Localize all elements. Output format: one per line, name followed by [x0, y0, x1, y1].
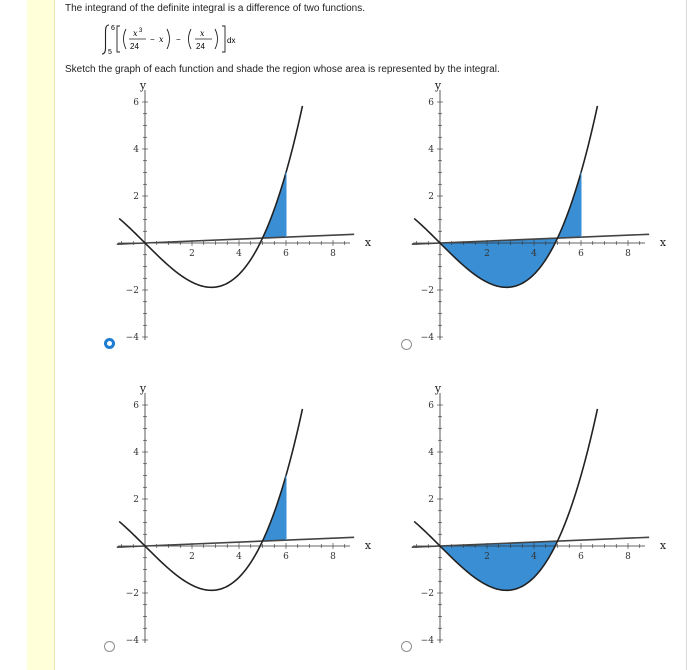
y-tick-label: 4	[428, 145, 434, 155]
y-axis-label: y	[434, 382, 442, 395]
svg-text:x: x	[133, 29, 138, 38]
left-bracket	[117, 26, 120, 52]
svg-text:dx: dx	[227, 36, 236, 45]
right-paren-2	[215, 29, 218, 49]
left-paren-2	[189, 29, 192, 49]
radio-option-b[interactable]	[401, 339, 412, 350]
shaded-region	[440, 173, 581, 288]
y-tick-label: −4	[420, 333, 434, 343]
x-tick-label: 6	[578, 552, 584, 562]
x-tick-label: 8	[625, 552, 631, 562]
y-tick-label: −4	[125, 636, 139, 646]
x-tick-label: 8	[330, 249, 336, 259]
graph-svg	[395, 382, 667, 648]
cubic-function	[119, 409, 302, 590]
y-tick-label: 4	[133, 448, 139, 458]
x-tick-label: 8	[330, 552, 336, 562]
y-tick-label: −2	[125, 286, 139, 296]
y-tick-label: 4	[133, 145, 139, 155]
y-tick-label: 6	[133, 401, 139, 411]
x-tick-label: 4	[531, 552, 537, 562]
integral-expression	[100, 22, 250, 56]
x-axis-label: x	[659, 236, 667, 249]
graph-option-a[interactable]	[100, 79, 372, 345]
y-tick-label: 2	[428, 495, 434, 505]
left-paren-1	[124, 29, 127, 49]
graph-svg	[100, 79, 372, 345]
graph-option-d[interactable]	[395, 382, 667, 648]
graph-svg	[100, 382, 372, 648]
y-tick-label: −4	[125, 333, 139, 343]
x-tick-label: 4	[236, 249, 242, 259]
radio-option-c[interactable]	[104, 641, 115, 652]
right-divider	[686, 0, 687, 670]
x-tick-label: 2	[189, 552, 195, 562]
graph-svg	[395, 79, 667, 345]
x-tick-label: 4	[531, 249, 537, 259]
y-axis-label: y	[434, 79, 442, 92]
y-tick-label: −2	[420, 589, 434, 599]
right-paren-1	[167, 29, 170, 49]
right-bracket	[222, 26, 225, 52]
shaded-region	[440, 541, 558, 590]
x-tick-label: 4	[236, 552, 242, 562]
y-axis-label: y	[139, 79, 147, 92]
x-axis-label: x	[364, 539, 372, 552]
svg-text:x: x	[159, 35, 164, 44]
left-margin-strip	[27, 0, 55, 670]
y-tick-label: 4	[428, 448, 434, 458]
graph-option-c[interactable]	[100, 382, 372, 648]
svg-text:x: x	[200, 29, 205, 38]
x-axis-label: x	[659, 539, 667, 552]
x-tick-label: 6	[283, 249, 289, 259]
y-tick-label: 2	[133, 192, 139, 202]
svg-text:3: 3	[139, 28, 143, 34]
y-tick-label: 2	[133, 495, 139, 505]
y-axis-label: y	[139, 382, 147, 395]
radio-option-d[interactable]	[401, 641, 412, 652]
svg-text:−: −	[150, 35, 155, 44]
graph-option-b[interactable]	[395, 79, 667, 345]
svg-text:24: 24	[130, 42, 139, 51]
y-tick-label: 6	[428, 401, 434, 411]
svg-text:−: −	[176, 35, 181, 44]
y-tick-label: 6	[133, 98, 139, 108]
integral-upper-limit: 6	[111, 25, 115, 32]
y-tick-label: 6	[428, 98, 434, 108]
y-tick-label: −2	[420, 286, 434, 296]
svg-text:24: 24	[196, 42, 205, 51]
x-tick-label: 2	[189, 249, 195, 259]
question-intro: The integrand of the definite integral is a difference of two functions.	[65, 3, 365, 14]
x-tick-label: 8	[625, 249, 631, 259]
x-tick-label: 6	[578, 249, 584, 259]
radio-option-a[interactable]	[104, 338, 115, 349]
x-tick-label: 6	[283, 552, 289, 562]
y-tick-label: −2	[125, 589, 139, 599]
question-instruction: Sketch the graph of each function and shade the region whose area is represented by the integral.	[65, 64, 500, 75]
x-axis-label: x	[364, 236, 372, 249]
integral-lower-limit: 5	[108, 49, 112, 56]
cubic-function	[119, 106, 302, 287]
y-tick-label: 2	[428, 192, 434, 202]
y-tick-label: −4	[420, 636, 434, 646]
x-tick-label: 2	[484, 249, 490, 259]
x-tick-label: 2	[484, 552, 490, 562]
